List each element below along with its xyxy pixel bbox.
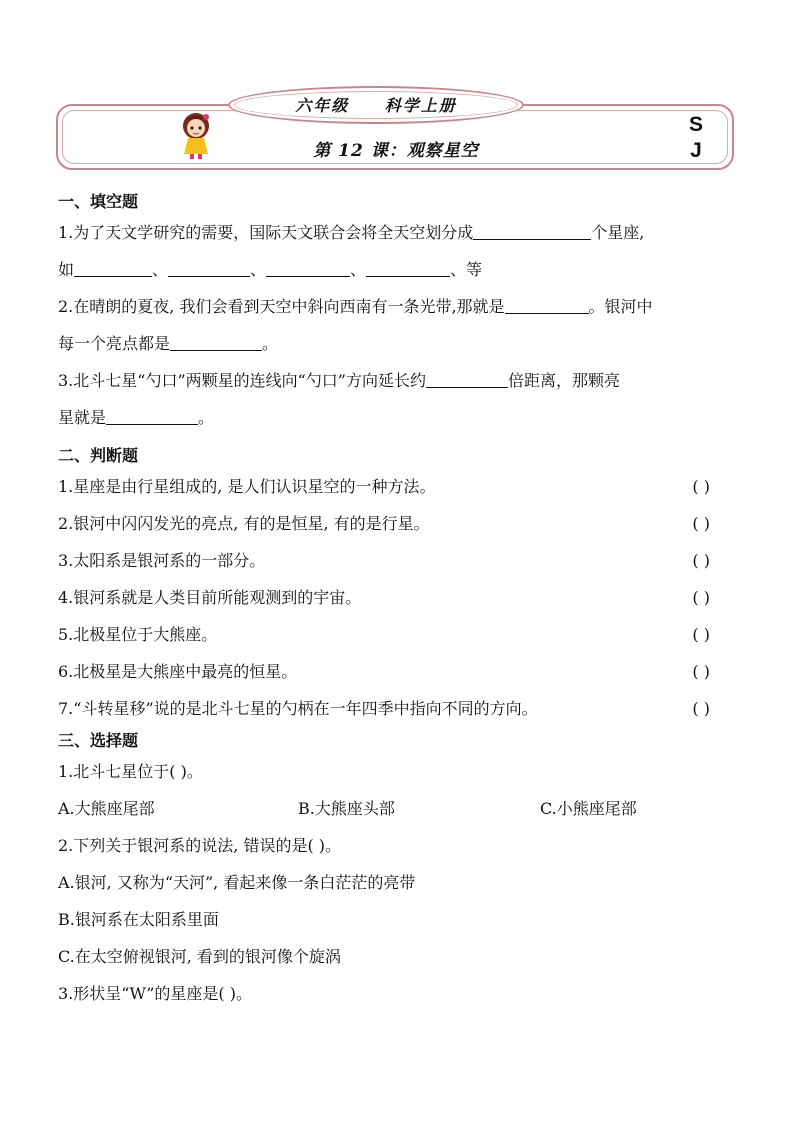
choice-option[interactable]: C.小熊座尾部 — [540, 799, 637, 818]
choice-option[interactable]: A.大熊座尾部 — [58, 799, 155, 818]
answer-blank[interactable] — [426, 365, 508, 388]
fill-q1-suffix: 个星座, — [591, 223, 645, 242]
section-judge-title: 二、判断题 — [58, 446, 139, 465]
fill-q1-end: 、等 — [450, 260, 483, 279]
choice-option[interactable]: B.大熊座头部 — [298, 799, 395, 818]
lesson-title: 第 12 课：观察星空 — [313, 141, 479, 161]
choice-q2: 2.下列关于银河系的说法, 错误的是( )。 — [58, 836, 342, 855]
fill-q1-text: 1.为了天文学研究的需要，国际天文联合会将全天空划分成 — [58, 223, 474, 242]
judge-text: 5.北极星位于大熊座。 — [58, 625, 218, 644]
judge-item — [58, 690, 740, 727]
fill-q2-text2: 每一个亮点都是 — [58, 334, 171, 353]
fill-q3-line2 — [58, 399, 740, 436]
answer-blank[interactable] — [473, 217, 591, 240]
side-letter-j: J — [690, 139, 702, 162]
choice-q3: 3.形状呈“W”的星座是( )。 — [58, 984, 252, 1003]
judge-text: 2.银河中闪闪发光的亮点, 有的是恒星, 有的是行星。 — [58, 514, 430, 533]
fill-q2-suffix: 。银河中 — [588, 297, 653, 316]
separator: 、 — [152, 260, 169, 279]
fill-q2-end: 。 — [262, 334, 279, 353]
fill-q3-text: 3.北斗七星“勺口”两颗星的连线向“勺口”方向延长约 — [58, 371, 426, 390]
judge-text: 3.太阳系是银河系的一部分。 — [58, 551, 266, 570]
fill-q3-text2: 星就是 — [58, 408, 107, 427]
grade-label — [228, 93, 524, 116]
answer-blank[interactable] — [266, 254, 350, 277]
fill-q3-suffix: 倍距离，那颗亮 — [508, 371, 621, 390]
judge-item — [58, 505, 740, 542]
choice-option[interactable]: A.银河, 又称为“天河”, 看起来像一条白茫茫的亮带 — [58, 873, 416, 892]
choice-option[interactable]: C.在太空俯视银河, 看到的银河像个旋涡 — [58, 947, 341, 966]
judge-item — [58, 653, 740, 690]
answer-blank[interactable] — [366, 254, 450, 277]
fill-q2-line2 — [58, 325, 740, 362]
answer-paren[interactable]: ( ) — [692, 625, 710, 644]
answer-paren[interactable]: ( ) — [692, 588, 710, 607]
choice-q1: 1.北斗七星位于( )。 — [58, 762, 203, 781]
book-text: 科学上册 — [384, 96, 457, 115]
choice-q1-options — [58, 790, 740, 827]
choice-option[interactable]: B.银河系在太阳系里面 — [58, 910, 219, 929]
answer-paren[interactable]: ( ) — [692, 662, 710, 681]
worksheet-header — [56, 86, 736, 176]
side-letters — [684, 112, 708, 164]
answer-paren[interactable]: ( ) — [692, 699, 710, 718]
worksheet-body — [58, 190, 740, 1012]
fill-q3-end: 。 — [198, 408, 215, 427]
judge-item — [58, 579, 740, 616]
grade-text: 六年级 — [295, 96, 350, 115]
side-letter-s: S — [688, 113, 703, 136]
answer-paren[interactable]: ( ) — [692, 477, 710, 496]
judge-item — [58, 616, 740, 653]
fill-q2-text: 2.在晴朗的夏夜, 我们会看到天空中斜向西南有一条光带,那就是 — [58, 297, 505, 316]
fill-q1-line2 — [58, 251, 740, 288]
judge-item — [58, 542, 740, 579]
fill-q1-prefix: 如 — [58, 260, 75, 279]
fill-q2-line1 — [58, 288, 740, 325]
answer-blank[interactable] — [170, 328, 262, 351]
answer-blank[interactable] — [106, 402, 198, 425]
section-fill-title: 一、填空题 — [58, 192, 139, 211]
answer-paren[interactable]: ( ) — [692, 514, 710, 533]
mascot-girl-icon — [174, 108, 218, 160]
judge-text: 6.北极星是大熊座中最亮的恒星。 — [58, 662, 298, 681]
judge-text: 4.银河系就是人类目前所能观测到的宇宙。 — [58, 588, 362, 607]
judge-text: 7.“斗转星移”说的是北斗七星的勺柄在一年四季中指向不同的方向。 — [58, 699, 538, 718]
fill-q1-line1 — [58, 214, 740, 251]
judge-text: 1.星座是由行星组成的, 是人们认识星空的一种方法。 — [58, 477, 436, 496]
answer-blank[interactable] — [74, 254, 152, 277]
separator: 、 — [250, 260, 267, 279]
separator: 、 — [350, 260, 367, 279]
answer-blank[interactable] — [505, 291, 589, 314]
fill-q3-line1 — [58, 362, 740, 399]
section-choice-title: 三、选择题 — [58, 731, 139, 750]
answer-paren[interactable]: ( ) — [692, 551, 710, 570]
judge-item — [58, 468, 740, 505]
answer-blank[interactable] — [168, 254, 250, 277]
